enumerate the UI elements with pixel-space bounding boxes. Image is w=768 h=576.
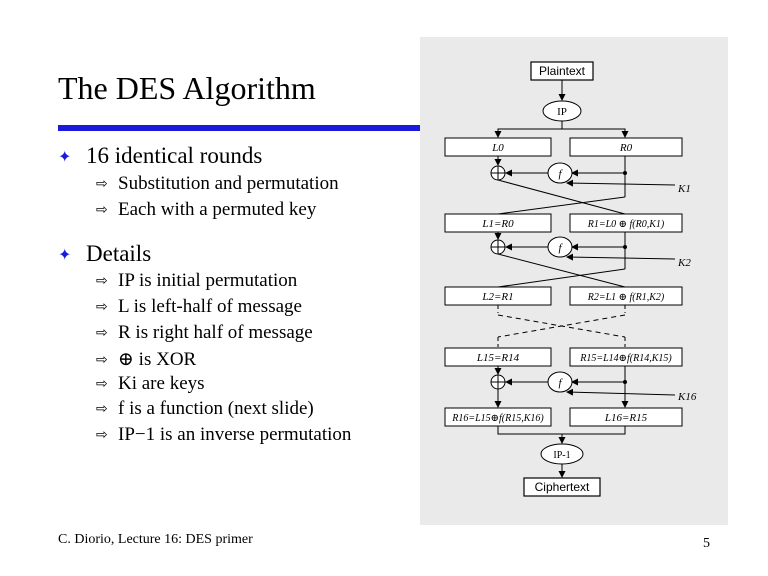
des-flow-svg — [420, 37, 728, 525]
f-label: f — [558, 168, 562, 180]
arrow-bullet-icon: ⇨ — [96, 202, 108, 218]
k2-label: K2 — [678, 257, 691, 269]
ip-label: IP — [557, 106, 567, 118]
sub-bullet-text: Ki are keys — [118, 373, 205, 394]
sub-bullet — [96, 373, 205, 395]
l15-label: L15=R14 — [476, 352, 520, 364]
arrow-bullet-icon: ⇨ — [96, 351, 108, 368]
f-label: f — [558, 377, 562, 389]
page-number: 5 — [703, 536, 710, 551]
sub-bullet — [96, 199, 316, 221]
sub-bullet-text: L is left-half of message — [118, 296, 302, 317]
arrow-bullet-icon: ⇨ — [96, 299, 108, 315]
star-bullet-icon: ✦ — [58, 244, 72, 264]
r16-label: R16=L15⊕f(R15,K16) — [452, 413, 544, 424]
bullet-details — [58, 241, 151, 267]
sub-bullet — [96, 398, 314, 420]
arrow-bullet-icon: ⇨ — [96, 376, 108, 392]
sub-bullet-text: Each with a permuted key — [118, 199, 317, 220]
arrow-bullet-icon: ⇨ — [96, 325, 108, 341]
bullet-rounds — [58, 143, 262, 169]
l2-label: L2=R1 — [482, 291, 514, 303]
r15-label: R15=L14⊕f(R14,K15) — [580, 353, 672, 364]
l16-label: L16=R15 — [604, 412, 648, 424]
sub-bullet — [96, 270, 297, 292]
star-bullet-icon: ✦ — [58, 146, 72, 166]
sub-bullet — [96, 322, 313, 344]
plaintext-label: Plaintext — [538, 64, 586, 78]
sub-bullet — [96, 296, 302, 318]
l1-label: L1=R0 — [482, 218, 514, 230]
sub-bullet-text: IP−1 is an inverse permutation — [118, 424, 352, 445]
ciphertext-label: Ciphertext — [534, 480, 590, 494]
sub-bullet-text: f is a function (next slide) — [118, 398, 314, 419]
r2-label: R2=L1 ⊕ f(R1,K2) — [587, 292, 665, 303]
k1-label: K1 — [678, 183, 691, 195]
r0-label: R0 — [619, 142, 633, 154]
bullet-text: Details — [86, 241, 152, 266]
sub-bullet — [96, 424, 351, 446]
ip-inverse-label: IP-1 — [553, 450, 571, 461]
des-flow-diagram — [420, 37, 728, 525]
sub-bullet-text: Substitution and permutation — [118, 173, 339, 194]
arrow-bullet-icon: ⇨ — [96, 273, 108, 289]
l0-label: L0 — [492, 142, 504, 154]
sub-bullet-text: ⊕ is XOR — [118, 349, 197, 370]
arrow-bullet-icon: ⇨ — [96, 401, 108, 417]
sub-bullet-text: R is right half of message — [118, 322, 313, 343]
r1-label: R1=L0 ⊕ f(R0,K1) — [587, 219, 665, 230]
bullet-text: 16 identical rounds — [86, 143, 263, 168]
arrow-bullet-icon: ⇨ — [96, 427, 108, 443]
arrow-bullet-icon: ⇨ — [96, 176, 108, 192]
title-underline — [58, 125, 420, 131]
slide-footer: C. Diorio, Lecture 16: DES primer — [58, 532, 253, 547]
sub-bullet-text: IP is initial permutation — [118, 270, 298, 291]
k16-label: K16 — [678, 391, 697, 403]
sub-bullet — [96, 173, 339, 195]
sub-bullet — [96, 348, 196, 371]
f-label: f — [558, 242, 562, 254]
slide-title: The DES Algorithm — [58, 70, 316, 106]
